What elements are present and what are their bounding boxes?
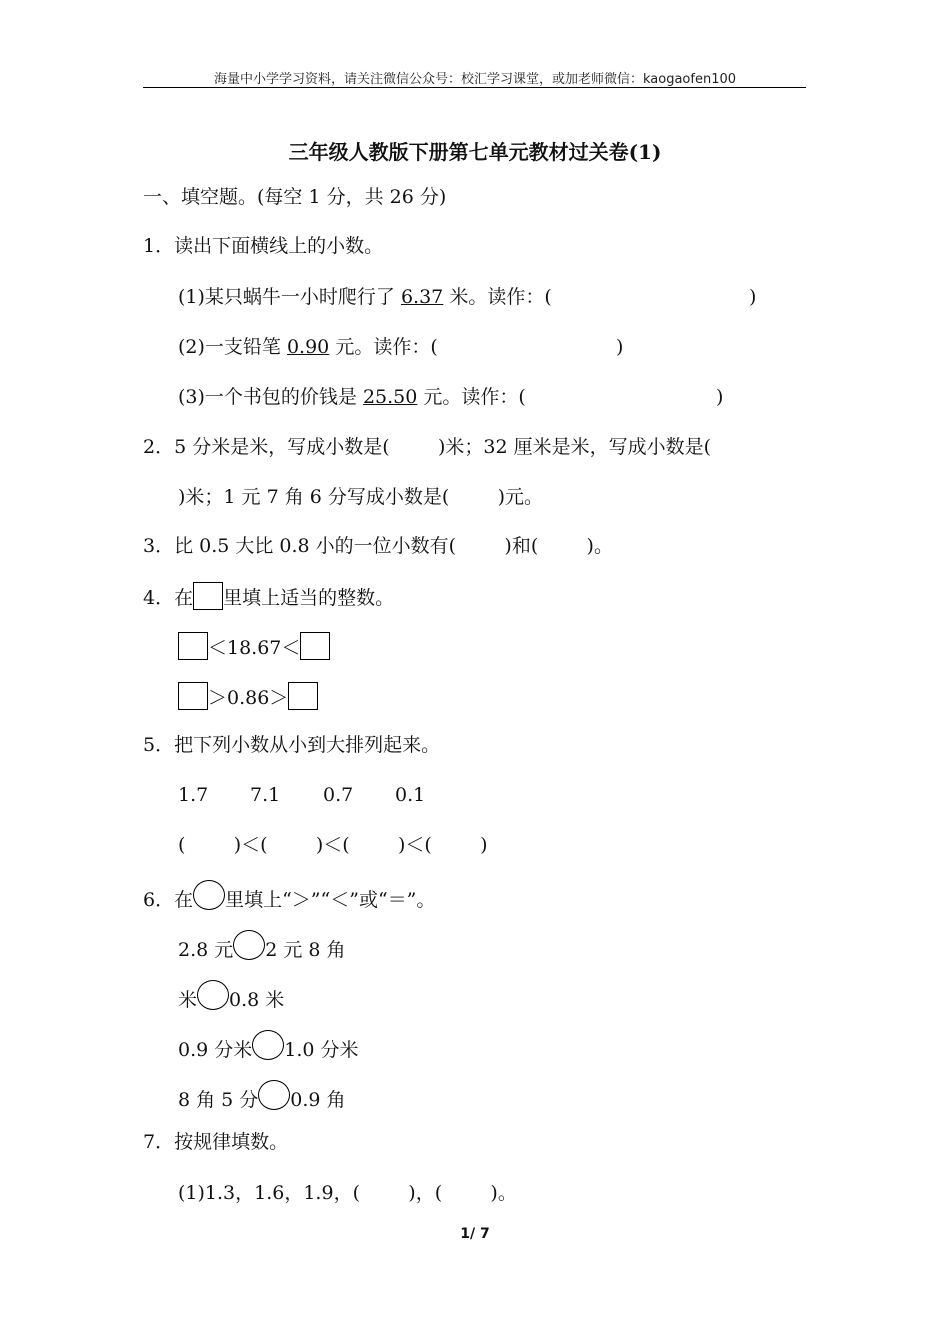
q1-part3-post: 元。读作：( <box>417 386 526 408</box>
q4-stem-pre: 4．在 <box>143 587 194 609</box>
q5-number: 7.1 <box>250 784 281 806</box>
q6-item <box>178 980 284 1012</box>
q1-part1-number: 6.37 <box>400 286 444 308</box>
answer-box[interactable] <box>288 682 318 710</box>
q1-part3-pre: (3)一个书包的价钱是 <box>178 386 363 408</box>
q1-part2-post: 元。读作：( <box>329 336 438 358</box>
q6-item-left: 8 角 5 分 <box>178 1089 259 1111</box>
q6-item-left: 0.9 分米 <box>178 1039 253 1061</box>
q4-row1 <box>178 632 330 660</box>
q4-stem <box>143 582 394 610</box>
q1-part1 <box>178 285 552 309</box>
q1-part2-number: 0.90 <box>286 336 330 358</box>
page-number: 1/ 7 <box>460 1226 490 1242</box>
q6-item-left: 米 <box>178 989 198 1011</box>
q5-number: 1.7 <box>178 784 209 806</box>
q4-stem-post: 里填上适当的整数。 <box>223 587 395 609</box>
q4-row2 <box>178 682 318 710</box>
q6-item <box>178 1030 359 1062</box>
q2-line1: 2．5 分米是米，写成小数是( )米；32 厘米是米，写成小数是( <box>143 436 711 458</box>
answer-box[interactable] <box>178 632 208 660</box>
q6-stem-post: 里填上“＞”“＜”或“＝”。 <box>225 889 436 911</box>
q6-stem <box>143 880 435 912</box>
answer-circle[interactable] <box>233 930 265 960</box>
q5-answer-line: ( )＜( )＜( )＜( ) <box>178 834 488 856</box>
q1-part1-close: ) <box>749 286 757 308</box>
q5-number: 0.1 <box>395 784 426 806</box>
answer-circle-icon <box>193 880 225 910</box>
q6-item-right: 0.9 角 <box>290 1089 346 1111</box>
q2-line2: )米；1 元 7 角 6 分写成小数是( )元。 <box>178 486 544 508</box>
q1-stem: 1．读出下面横线上的小数。 <box>143 235 384 257</box>
q4-row1-text: ＜18.67＜ <box>208 637 301 659</box>
answer-box[interactable] <box>300 632 330 660</box>
q1-part1-pre: (1)某只蜗牛一小时爬行了 <box>178 286 401 308</box>
page-title: 三年级人教版下册第七单元教材过关卷(1) <box>288 140 662 164</box>
q1-part2-close: ) <box>616 336 624 358</box>
answer-box-icon <box>193 582 223 610</box>
q1-part1-post: 米。读作：( <box>443 286 552 308</box>
q6-item-left: 2.8 元 <box>178 939 234 961</box>
q3-text: 3．比 0.5 大比 0.8 小的一位小数有( )和( )。 <box>143 535 613 557</box>
q4-row2-text: ＞0.86＞ <box>208 687 289 709</box>
q6-item <box>178 930 346 962</box>
answer-box[interactable] <box>178 682 208 710</box>
answer-circle[interactable] <box>258 1080 290 1110</box>
q6-item-right: 2 元 8 角 <box>265 939 346 961</box>
answer-circle[interactable] <box>252 1030 284 1060</box>
q1-part3 <box>178 385 526 409</box>
answer-circle[interactable] <box>197 980 229 1010</box>
q7-line1: (1)1.3，1.6，1.9，( )，( )。 <box>178 1182 517 1204</box>
q7-stem: 7．按规律填数。 <box>143 1131 289 1153</box>
q5-number: 0.7 <box>323 784 354 806</box>
q6-item <box>178 1080 346 1112</box>
q1-part2 <box>178 335 438 359</box>
header-notice: 海量中小学学习资料，请关注微信公众号：校汇学习课堂，或加老师微信：kaogaofen100 <box>213 72 737 87</box>
q5-stem: 5．把下列小数从小到大排列起来。 <box>143 734 441 756</box>
q6-item-right: 0.8 米 <box>229 989 285 1011</box>
q6-stem-pre: 6．在 <box>143 889 194 911</box>
q6-item-right: 1.0 分米 <box>284 1039 359 1061</box>
q1-part2-pre: (2)一支铅笔 <box>178 336 287 358</box>
q1-part3-close: ) <box>716 386 724 408</box>
q1-part3-number: 25.50 <box>362 386 418 408</box>
section-heading: 一、填空题。(每空 1 分，共 26 分) <box>143 186 447 208</box>
header-rule <box>143 87 806 88</box>
